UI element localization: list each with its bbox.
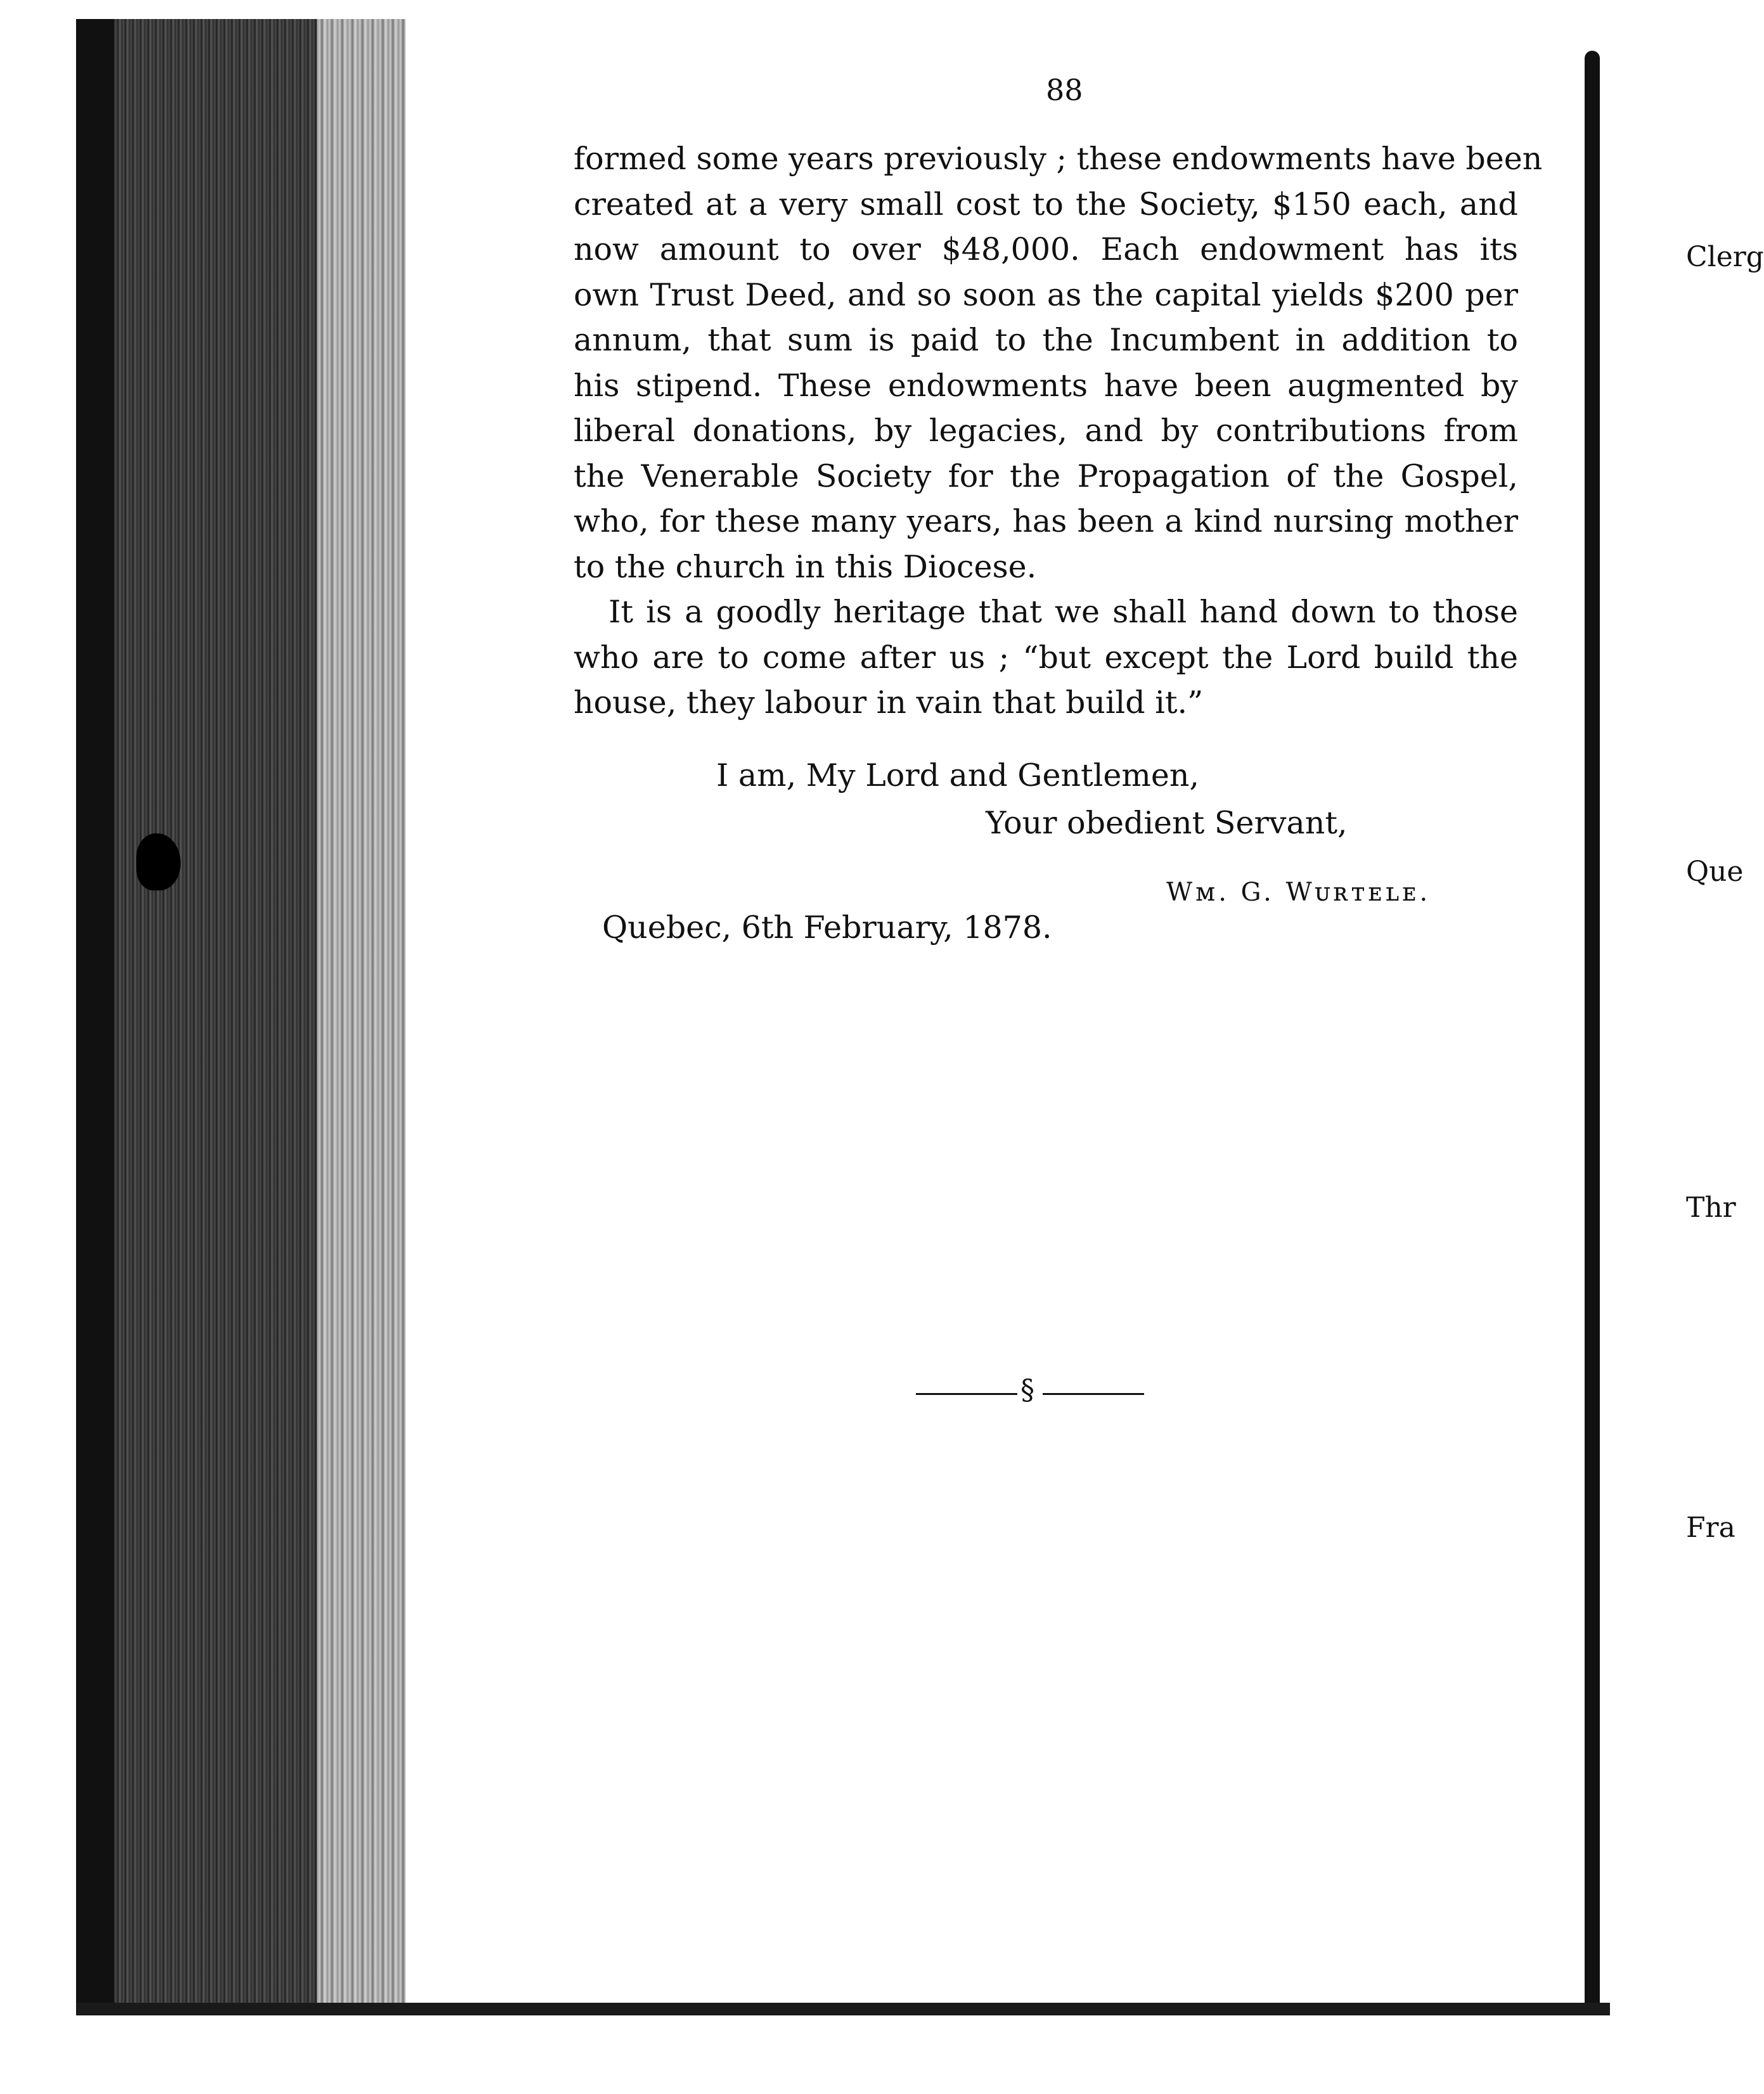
book-spine (76, 19, 114, 2015)
section-mark: § (1020, 1374, 1034, 1406)
text-line: liberal donations, by legacies, and by contributions from (574, 413, 1518, 449)
text-line: the Venerable Society for the Propagation of the Gospel, (574, 458, 1518, 494)
section-ornament (916, 1374, 1150, 1412)
page-number: 88 (1046, 73, 1083, 107)
salutation: I am, My Lord and Gentlemen, (716, 757, 1199, 793)
body-text (574, 136, 1543, 726)
text-line: who are to come after us ; “but except the Lord build the (574, 639, 1518, 676)
text-line: created at a very small cost to the Society, $150 each, and (574, 186, 1518, 222)
text-line: who, for these many years, has been a kind nursing mother (574, 503, 1518, 539)
page-gutter (1585, 51, 1600, 2015)
date-line: Quebec, 6th February, 1878. (602, 909, 1052, 946)
facing-page-fragment: Fra (1686, 1512, 1735, 1544)
ornament-rule-left (916, 1393, 1017, 1395)
text-line: his stipend. These endowments have been augmented by (574, 367, 1518, 404)
text-line: formed some years previously ; these endowments have been (574, 141, 1543, 177)
sign-off: Your obedient Servant, (986, 805, 1348, 841)
ink-stain (136, 833, 181, 890)
facing-page-fragment: Clerg (1686, 241, 1764, 273)
text-line: to the church in this Diocese. (574, 548, 1037, 585)
paragraph-2 (574, 589, 1518, 726)
text-line: annum, that sum is paid to the Incumbent in addition to (574, 322, 1518, 358)
ornament-rule-right (1043, 1393, 1144, 1395)
book-bottom-edge (76, 2003, 1610, 2015)
paragraph-1 (574, 136, 1543, 589)
text-line: house, they labour in vain that build it.” (574, 684, 1204, 721)
facing-page-fragment: Thr (1686, 1192, 1736, 1224)
signature: Wᴍ. G. Wᴜʀᴛᴇʟᴇ. (1166, 878, 1431, 907)
text-line: own Trust Deed, and so soon as the capital yields $200 per (574, 276, 1518, 313)
facing-page (1600, 44, 1748, 2015)
text-line: now amount to over $48,000. Each endowment has its (574, 231, 1518, 267)
facing-page-fragment: Que (1686, 856, 1744, 888)
text-line: It is a goodly heritage that we shall hand down to those (608, 594, 1518, 630)
